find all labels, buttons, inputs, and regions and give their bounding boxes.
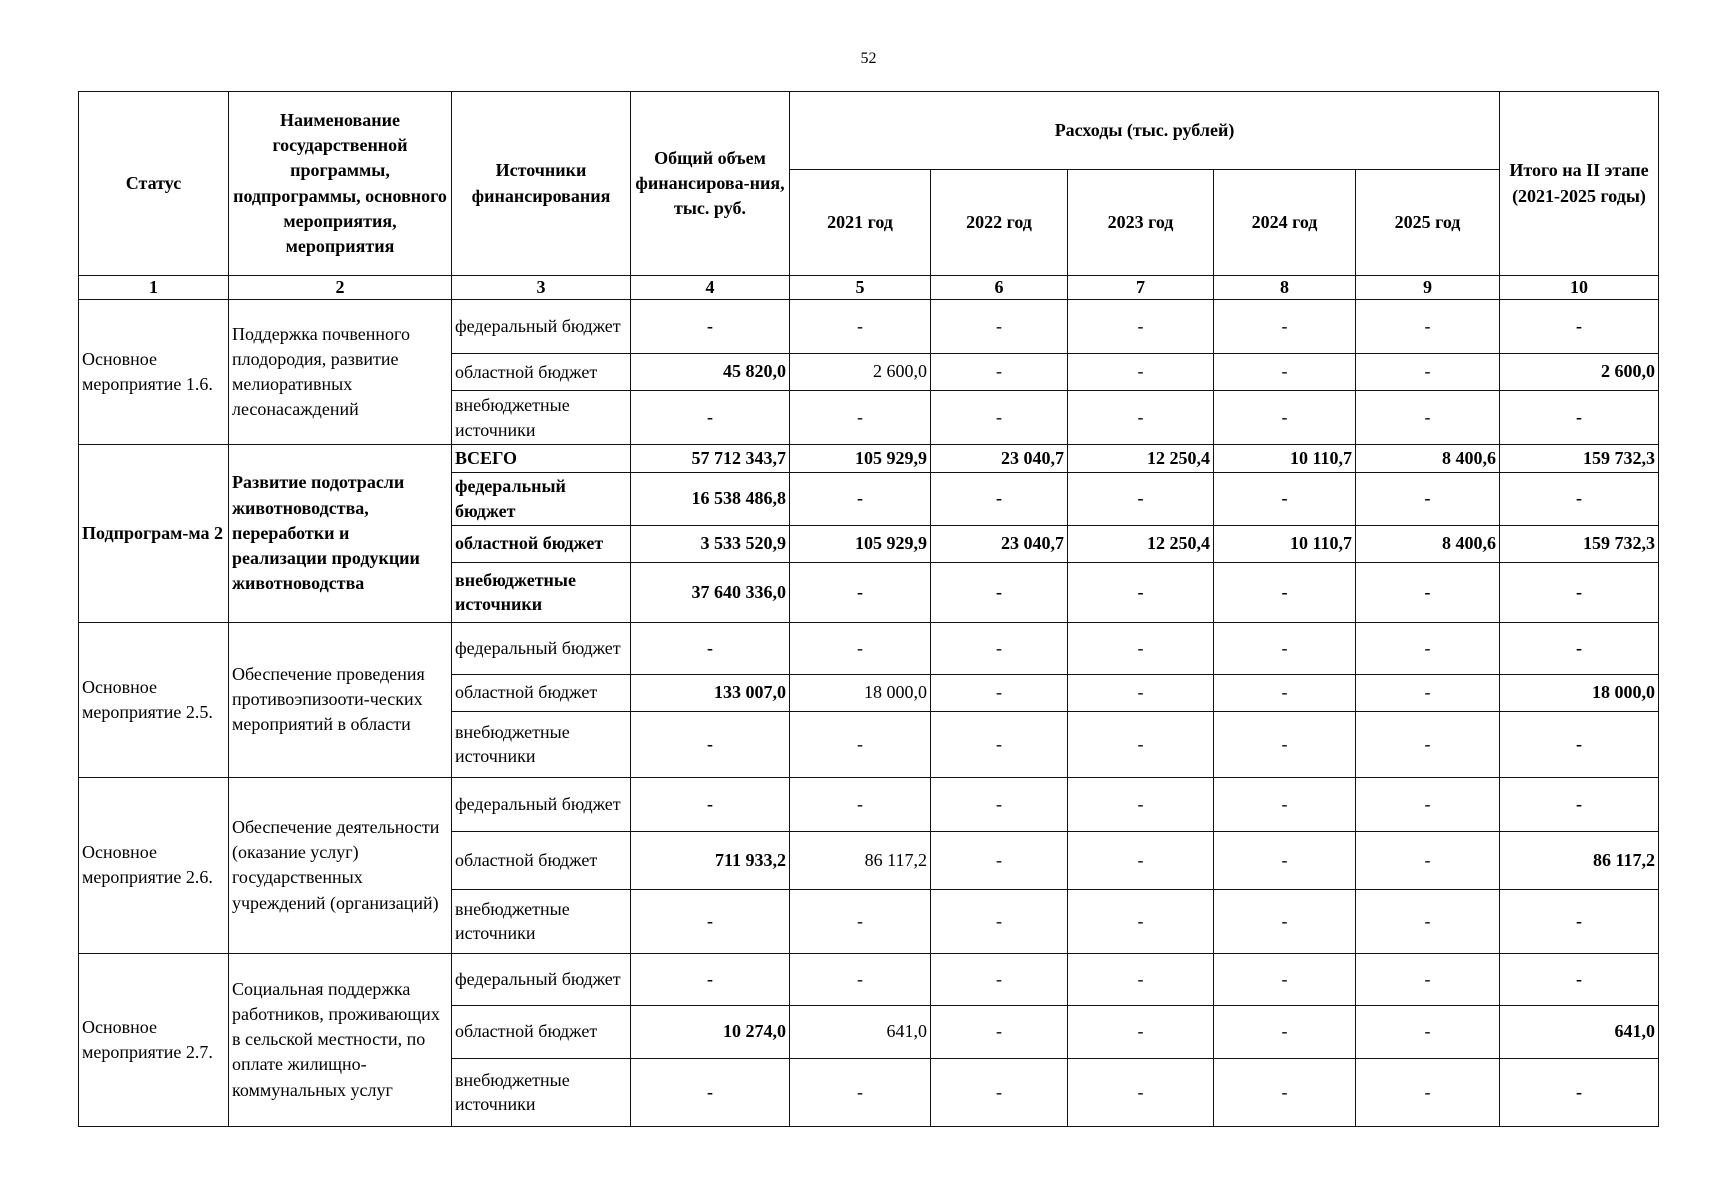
source-cell: внебюджетные источники (452, 562, 631, 622)
year-value-cell: - (1214, 473, 1356, 526)
header-year: 2023 год (1068, 170, 1214, 276)
year-value-cell: - (790, 1058, 931, 1126)
stage-total-cell: 2 600,0 (1500, 354, 1659, 391)
source-cell: федеральный бюджет (452, 953, 631, 1005)
year-value-cell: 2 600,0 (790, 354, 931, 391)
total-volume-cell: - (631, 953, 790, 1005)
year-value-cell: 8 400,6 (1356, 445, 1500, 473)
stage-total-cell: 86 117,2 (1500, 831, 1659, 889)
total-volume-cell: - (631, 300, 790, 354)
stage-total-cell: - (1500, 889, 1659, 953)
source-cell: областной бюджет (452, 525, 631, 562)
year-value-cell: 23 040,7 (931, 525, 1068, 562)
year-value-cell: 18 000,0 (790, 674, 931, 711)
header-year: 2025 год (1356, 170, 1500, 276)
source-cell: федеральный бюджет (452, 300, 631, 354)
source-cell: областной бюджет (452, 831, 631, 889)
column-number: 8 (1214, 276, 1356, 300)
year-value-cell: - (1068, 622, 1214, 674)
table-row (79, 777, 1659, 831)
year-value-cell: - (1214, 674, 1356, 711)
program-name-cell: Обеспечение проведения противоэпизооти-ческих мероприятий в области (229, 622, 452, 777)
year-value-cell: - (1356, 354, 1500, 391)
year-value-cell: - (1356, 831, 1500, 889)
source-cell: федеральный бюджет (452, 473, 631, 526)
year-value-cell: - (1068, 889, 1214, 953)
year-value-cell: - (1214, 777, 1356, 831)
source-cell: ВСЕГО (452, 445, 631, 473)
year-value-cell: - (1356, 391, 1500, 445)
column-number: 9 (1356, 276, 1500, 300)
program-name-cell: Поддержка почвенного плодородия, развитие мелиоративных лесонасаждений (229, 300, 452, 445)
source-cell: федеральный бюджет (452, 622, 631, 674)
source-cell: внебюджетные источники (452, 711, 631, 777)
year-value-cell: - (1068, 1005, 1214, 1058)
year-value-cell: - (1356, 562, 1500, 622)
year-value-cell: 10 110,7 (1214, 525, 1356, 562)
header-name: Наименование государственной программы, подпрограммы, основного мероприятия, мероприятия (229, 92, 452, 276)
year-value-cell: - (1214, 622, 1356, 674)
source-cell: областной бюджет (452, 674, 631, 711)
year-value-cell: - (790, 391, 931, 445)
program-name-cell: Обеспечение деятельности (оказание услуг) государственных учреждений (организаций) (229, 777, 452, 953)
year-value-cell: - (931, 889, 1068, 953)
year-value-cell: - (931, 831, 1068, 889)
year-value-cell: - (790, 711, 931, 777)
year-value-cell: - (931, 354, 1068, 391)
year-value-cell: - (1068, 777, 1214, 831)
total-volume-cell: - (631, 889, 790, 953)
year-value-cell: - (931, 391, 1068, 445)
stage-total-cell: - (1500, 953, 1659, 1005)
stage-total-cell: - (1500, 562, 1659, 622)
program-name-cell: Развитие подотрасли животноводства, переработки и реализации продукции животноводства (229, 445, 452, 623)
table-row (79, 300, 1659, 354)
year-value-cell: - (1068, 391, 1214, 445)
year-value-cell: - (790, 889, 931, 953)
total-volume-cell: - (631, 1058, 790, 1126)
stage-total-cell: 18 000,0 (1500, 674, 1659, 711)
total-volume-cell: 57 712 343,7 (631, 445, 790, 473)
stage-total-cell: - (1500, 1058, 1659, 1126)
year-value-cell: - (1214, 1058, 1356, 1126)
total-volume-cell: 3 533 520,9 (631, 525, 790, 562)
year-value-cell: 12 250,4 (1068, 525, 1214, 562)
year-value-cell: - (1214, 391, 1356, 445)
year-value-cell: - (1068, 711, 1214, 777)
year-value-cell: 86 117,2 (790, 831, 931, 889)
year-value-cell: - (1068, 953, 1214, 1005)
year-value-cell: - (1068, 562, 1214, 622)
year-value-cell: - (1214, 889, 1356, 953)
total-volume-cell: 37 640 336,0 (631, 562, 790, 622)
year-value-cell: - (931, 674, 1068, 711)
year-value-cell: - (931, 777, 1068, 831)
source-cell: внебюджетные источники (452, 391, 631, 445)
total-volume-cell: - (631, 391, 790, 445)
stage-total-cell: - (1500, 777, 1659, 831)
header-sources: Источники финансирования (452, 92, 631, 276)
source-cell: областной бюджет (452, 1005, 631, 1058)
year-value-cell: - (1214, 562, 1356, 622)
source-cell: внебюджетные источники (452, 889, 631, 953)
year-value-cell: - (790, 562, 931, 622)
year-value-cell: - (1068, 354, 1214, 391)
year-value-cell: - (931, 300, 1068, 354)
year-value-cell: - (790, 777, 931, 831)
total-volume-cell: 16 538 486,8 (631, 473, 790, 526)
year-value-cell: - (790, 953, 931, 1005)
year-value-cell: - (1068, 473, 1214, 526)
year-value-cell: - (1356, 1058, 1500, 1126)
status-cell: Основное мероприятие 1.6. (79, 300, 229, 445)
year-value-cell: - (1356, 622, 1500, 674)
year-value-cell: - (1356, 711, 1500, 777)
source-cell: федеральный бюджет (452, 777, 631, 831)
column-number: 7 (1068, 276, 1214, 300)
year-value-cell: 641,0 (790, 1005, 931, 1058)
year-value-cell: - (790, 473, 931, 526)
header-total-volume: Общий объем финансирова-ния, тыс. руб. (631, 92, 790, 276)
year-value-cell: - (1068, 1058, 1214, 1126)
year-value-cell: - (931, 711, 1068, 777)
year-value-cell: - (790, 300, 931, 354)
header-status: Статус (79, 92, 229, 276)
total-volume-cell: 133 007,0 (631, 674, 790, 711)
total-volume-cell: - (631, 777, 790, 831)
status-cell: Основное мероприятие 2.6. (79, 777, 229, 953)
column-number: 1 (79, 276, 229, 300)
column-number: 10 (1500, 276, 1659, 300)
year-value-cell: - (1214, 1005, 1356, 1058)
stage-total-cell: - (1500, 711, 1659, 777)
year-value-cell: - (1068, 300, 1214, 354)
year-value-cell: - (1214, 831, 1356, 889)
total-volume-cell: 711 933,2 (631, 831, 790, 889)
year-value-cell: - (931, 1058, 1068, 1126)
year-value-cell: - (1356, 1005, 1500, 1058)
column-number: 4 (631, 276, 790, 300)
total-volume-cell: - (631, 711, 790, 777)
column-number: 5 (790, 276, 931, 300)
total-volume-cell: - (631, 622, 790, 674)
year-value-cell: 23 040,7 (931, 445, 1068, 473)
year-value-cell: - (1214, 711, 1356, 777)
year-value-cell: - (1356, 300, 1500, 354)
total-volume-cell: 10 274,0 (631, 1005, 790, 1058)
year-value-cell: 12 250,4 (1068, 445, 1214, 473)
header-expenses: Расходы (тыс. рублей) (790, 92, 1500, 170)
year-value-cell: - (931, 473, 1068, 526)
stage-total-cell: 641,0 (1500, 1005, 1659, 1058)
column-number: 6 (931, 276, 1068, 300)
year-value-cell: - (1356, 953, 1500, 1005)
year-value-cell: - (1356, 889, 1500, 953)
year-value-cell: 10 110,7 (1214, 445, 1356, 473)
table-row (79, 445, 1659, 473)
status-cell: Основное мероприятие 2.5. (79, 622, 229, 777)
total-volume-cell: 45 820,0 (631, 354, 790, 391)
stage-total-cell: 159 732,3 (1500, 445, 1659, 473)
year-value-cell: - (1214, 354, 1356, 391)
year-value-cell: - (1214, 300, 1356, 354)
year-value-cell: - (931, 622, 1068, 674)
stage-total-cell: 159 732,3 (1500, 525, 1659, 562)
year-value-cell: - (1356, 777, 1500, 831)
year-value-cell: - (1068, 831, 1214, 889)
program-name-cell: Социальная поддержка работников, проживающих в сельской местности, по оплате жилищно-коммунальных услуг (229, 953, 452, 1126)
year-value-cell: - (790, 622, 931, 674)
stage-total-cell: - (1500, 622, 1659, 674)
financing-table (78, 91, 1659, 1127)
year-value-cell: - (1356, 674, 1500, 711)
year-value-cell: - (1214, 953, 1356, 1005)
status-cell: Основное мероприятие 2.7. (79, 953, 229, 1126)
year-value-cell: 105 929,9 (790, 445, 931, 473)
year-value-cell: - (931, 562, 1068, 622)
year-value-cell: - (1356, 473, 1500, 526)
page-number: 52 (860, 50, 877, 67)
column-number: 3 (452, 276, 631, 300)
header-year: 2021 год (790, 170, 931, 276)
year-value-cell: 105 929,9 (790, 525, 931, 562)
column-number: 2 (229, 276, 452, 300)
year-value-cell: - (931, 953, 1068, 1005)
source-cell: областной бюджет (452, 354, 631, 391)
stage-total-cell: - (1500, 391, 1659, 445)
stage-total-cell: - (1500, 473, 1659, 526)
year-value-cell: - (1068, 674, 1214, 711)
source-cell: внебюджетные источники (452, 1058, 631, 1126)
table-row (79, 622, 1659, 674)
year-value-cell: - (931, 1005, 1068, 1058)
header-year: 2022 год (931, 170, 1068, 276)
status-cell: Подпрограм-ма 2 (79, 445, 229, 623)
header-year: 2024 год (1214, 170, 1356, 276)
stage-total-cell: - (1500, 300, 1659, 354)
table-row (79, 953, 1659, 1005)
header-stage-total: Итого на II этапе (2021-2025 годы) (1500, 92, 1659, 276)
year-value-cell: 8 400,6 (1356, 525, 1500, 562)
